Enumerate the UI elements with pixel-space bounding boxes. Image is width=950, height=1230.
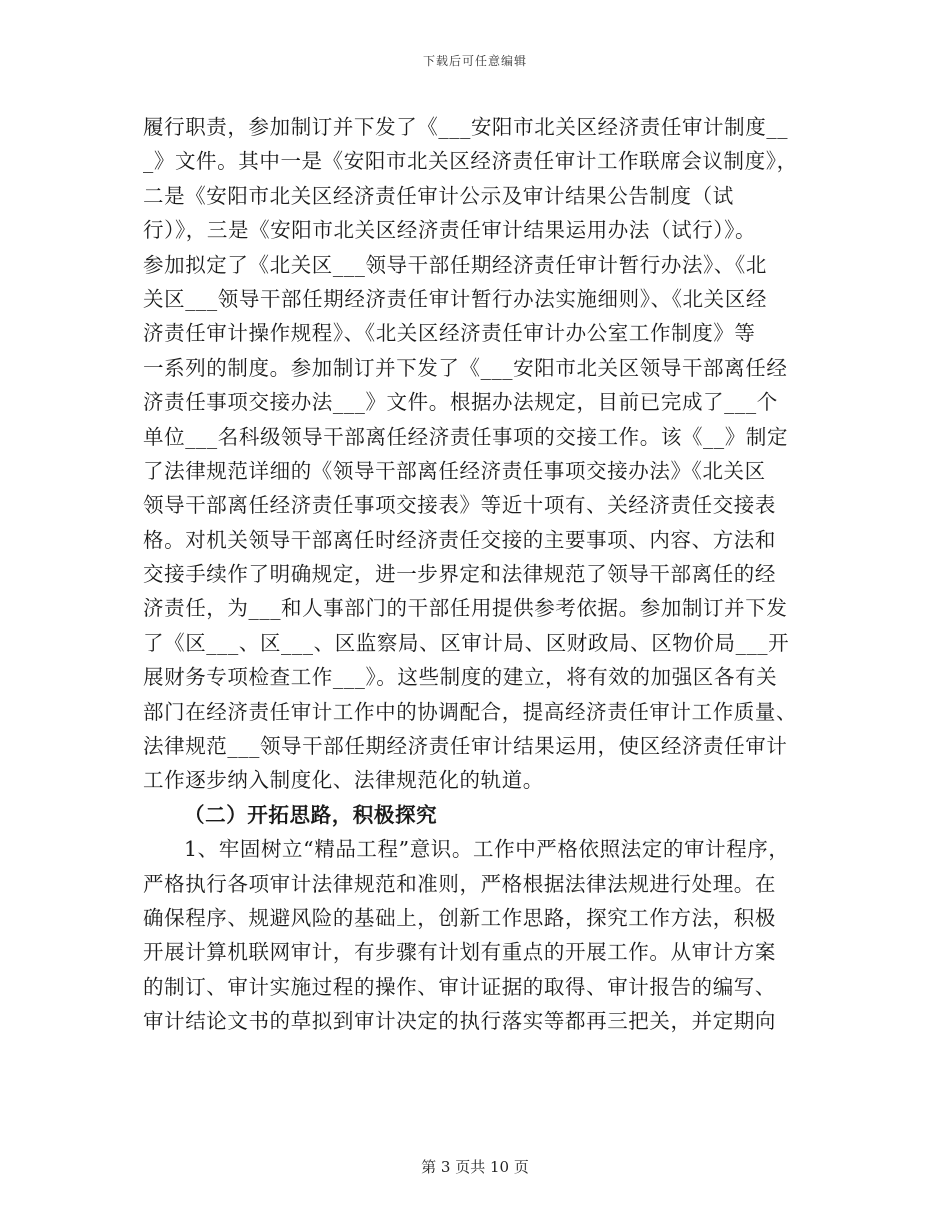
- text-line: 展财务专项检查工作___》。这些制度的建立，将有效的加强区各有关: [143, 665, 778, 690]
- text-line: 单位___名科级领导干部离任经济责任事项的交接工作。该《__》制定: [143, 424, 789, 449]
- text-line: 交接手续作了明确规定，进一步界定和法律规范了领导干部离任的经: [143, 562, 776, 587]
- text-line: 关区___领导干部任期经济责任审计暂行办法实施细则》、《北关区经: [143, 286, 767, 311]
- text-line: 法律规范___领导干部任期经济责任审计结果运用，使区经济责任审计: [143, 734, 788, 759]
- text-line: 确保程序、规避风险的基础上，创新工作思路，探究工作方法，积极: [143, 905, 776, 930]
- text-line: 开展计算机联网审计，有步骤有计划有重点的开展工作。从审计方案: [143, 940, 776, 965]
- text-line: 行）》，三是《安阳市北关区经济责任审计结果运用办法（试行）》。: [143, 218, 757, 243]
- text-line: _》文件。其中一是《安阳市北关区经济责任审计工作联席会议制度》，: [143, 149, 798, 174]
- text-line: 工作逐步纳入制度化、法律规范化的轨道。: [143, 768, 544, 793]
- text-line: 严格执行各项审计法律规范和准则，严格根据法律法规进行处理。在: [143, 871, 776, 896]
- text-line: 审计结论文书的草拟到审计决定的执行落实等都再三把关，并定期向: [143, 1009, 776, 1034]
- page-header-note: 下载后可任意编辑: [422, 54, 527, 68]
- text-line: 部门在经济责任审计工作中的协调配合，提高经济责任审计工作质量、: [143, 699, 798, 724]
- text-line: 济责任审计操作规程》、《北关区经济责任审计办公室工作制度》等: [143, 321, 756, 346]
- text-line: 了法律规范详细的《领导干部离任经济责任事项交接办法》《北关区: [143, 458, 766, 483]
- text-line: 二是《安阳市北关区经济责任审计公示及审计结果公告制度（试: [143, 183, 734, 208]
- text-line: 参加拟定了《北关区___领导干部任期经济责任审计暂行办法》、《北: [143, 252, 767, 277]
- section-heading: （二）开拓思路，积极探究: [184, 802, 438, 827]
- text-line: 济责任事项交接办法___》文件。根据办法规定，目前已完成了___个: [143, 390, 778, 415]
- text-line: 履行职责，参加制订并下发了《___安阳市北关区经济责任审计制度__: [143, 115, 789, 139]
- text-line: 了《区___、区___、区监察局、区审计局、区财政局、区物价局___开: [143, 630, 790, 655]
- text-line: 济责任，为___和人事部门的干部任用提供参考依据。参加制订并下发: [143, 596, 788, 621]
- text-line: 一系列的制度。参加制订并下发了《___安阳市北关区领导干部离任经: [143, 355, 788, 380]
- text-line: 格。对机关领导干部离任时经济责任交接的主要事项、内容、方法和: [143, 527, 776, 552]
- paragraph-first-line: 1、牢固树立“精品工程”意识。工作中严格依照法定的审计程序，: [184, 837, 790, 862]
- document-body: [143, 110, 818, 1039]
- page-number: 第 3 页共 10 页: [421, 1158, 529, 1176]
- text-line: 的制订、审计实施过程的操作、审计证据的取得、审计报告的编写、: [143, 974, 776, 999]
- text-line: 领导干部离任经济责任事项交接表》等近十项有、关经济责任交接表: [143, 493, 776, 518]
